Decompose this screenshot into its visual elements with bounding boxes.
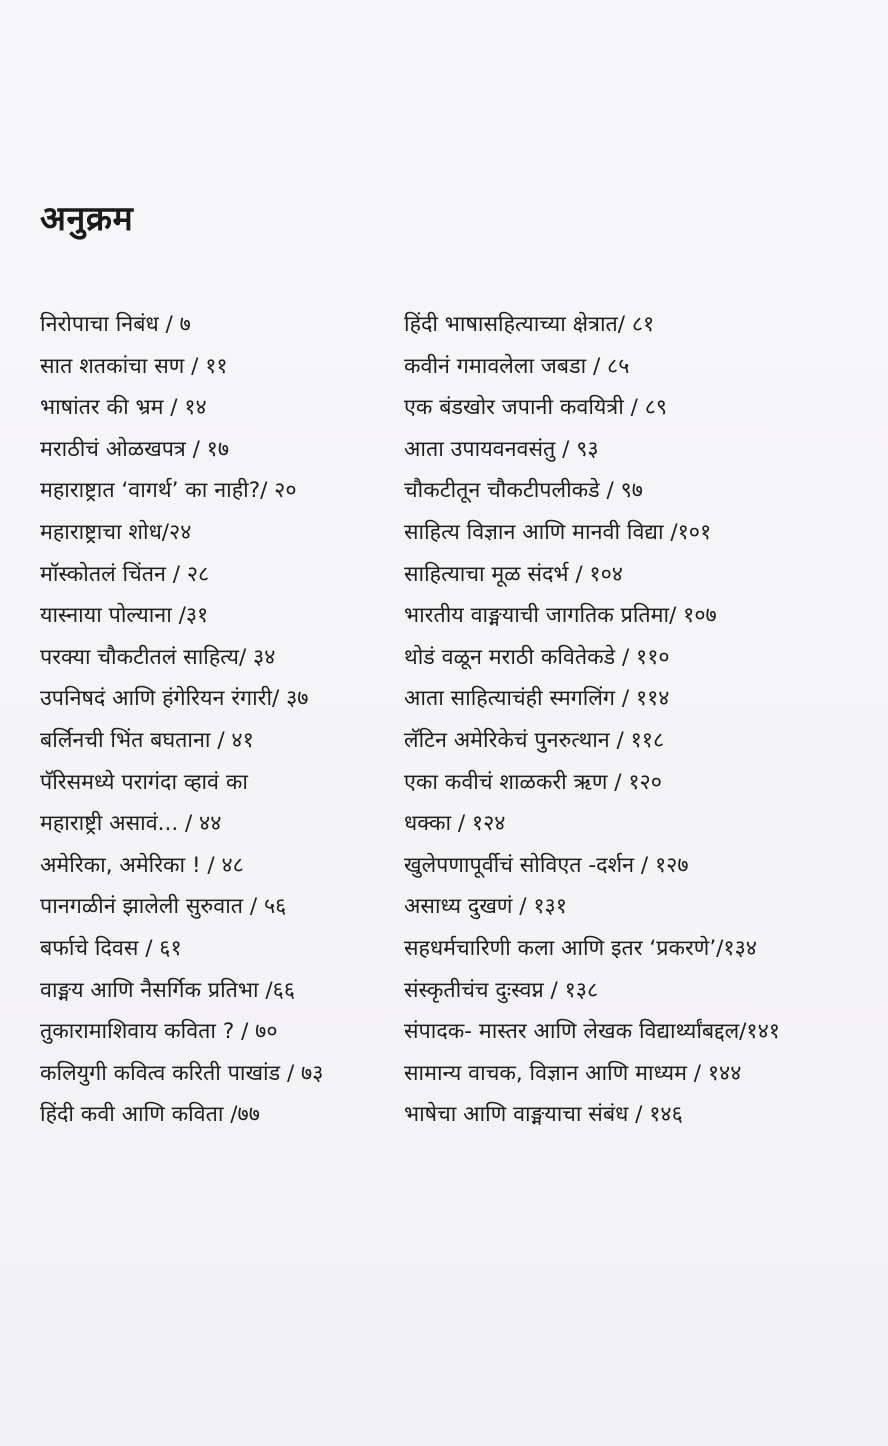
toc-entry: अमेरिका, अमेरिका ! / ४८: [40, 852, 244, 878]
toc-entry: पानगळीनं झालेली सुरुवात / ५६: [40, 894, 287, 920]
toc-entry: भाषेचा आणि वाङ्मयाचा संबंध / १४६: [404, 1102, 683, 1128]
toc-entry: मॉस्कोतलं चिंतन / २८: [40, 561, 210, 587]
toc-entry: वाङ्मय आणि नैसर्गिक प्रतिभा /६६: [40, 977, 296, 1003]
toc-entry: मराठीचं ओळखपत्र / १७: [40, 436, 230, 462]
toc-right-column: [404, 304, 824, 1136]
toc-entry: एका कवीचं शाळकरी ऋण / १२०: [404, 769, 662, 795]
toc-entry: बर्लिनची भिंत बघताना / ४१: [40, 727, 254, 753]
toc-entry: यास्नाया पोल्याना /३१: [40, 603, 209, 629]
toc-entry: कलियुगी कवित्व करिती पाखांड / ७३: [40, 1060, 324, 1086]
toc-entry: साहित्याचा मूळ संदर्भ / १०४: [404, 561, 623, 587]
toc-entry: साहित्य विज्ञान आणि मानवी विद्या /१०१: [404, 519, 712, 545]
toc-entry: चौकटीतून चौकटीपलीकडे / ९७: [404, 478, 643, 504]
toc-entry: संपादक- मास्तर आणि लेखक विद्यार्थ्यांबद्दल/१४१: [404, 1019, 780, 1045]
toc-entry: थोडं वळून मराठी कवितेकडे / ११०: [404, 644, 670, 670]
toc-left-column: [40, 304, 380, 1136]
toc-entry: एक बंडखोर जपानी कवयित्री / ८९: [404, 395, 668, 421]
toc-entry: पॅरिसमध्ये परागंदा व्हावं का: [40, 769, 248, 795]
toc-entry: आता साहित्याचंही स्मगलिंग / ११४: [404, 686, 670, 712]
toc-entry: महाराष्ट्रात ‘वागर्थ’ का नाही?/ २०: [40, 478, 297, 504]
toc-entry: खुलेपणापूर्वीचं सोविएत -दर्शन / १२७: [404, 852, 689, 878]
toc-entry: महाराष्ट्राचा शोध/२४: [40, 519, 192, 545]
toc-entry: आता उपायवनवसंतु / ९३: [404, 436, 599, 462]
toc-entry: भारतीय वाङ्मयाची जागतिक प्रतिमा/ १०७: [404, 603, 717, 629]
toc-entry: सात शतकांचा सण / ११: [40, 353, 228, 379]
toc-entry: तुकारामाशिवाय कविता ? / ७०: [40, 1019, 278, 1045]
toc-entry: बर्फाचे दिवस / ६१: [40, 935, 182, 961]
toc-entry: हिंदी भाषासहित्याच्या क्षेत्रात/ ८१: [404, 312, 655, 337]
toc-entry: कवीनं गमावलेला जबडा / ८५: [404, 353, 630, 379]
toc-entry: भाषांतर की भ्रम / १४: [40, 395, 207, 421]
toc-entry: संस्कृतीचंच दुःस्वप्न / १३८: [404, 977, 599, 1003]
toc-entry: सहधर्मचारिणी कला आणि इतर ‘प्रकरणे’/१३४: [404, 935, 757, 961]
toc-entry: निरोपाचा निबंध / ७: [40, 312, 191, 337]
toc-entry: धक्का / १२४: [404, 811, 506, 837]
toc-entry: महाराष्ट्री असावं... / ४४: [40, 811, 222, 837]
toc-entry: उपनिषदं आणि हंगेरियन रंगारी/ ३७: [40, 686, 309, 712]
toc-entry: लॅटिन अमेरिकेचं पुनरुत्थान / ११८: [404, 727, 665, 753]
page-heading: अनुक्रम: [40, 199, 134, 239]
toc-entry: सामान्य वाचक, विज्ञान आणि माध्यम / १४४: [404, 1060, 742, 1086]
toc-entry: हिंदी कवी आणि कविता /७७: [40, 1102, 260, 1128]
toc-entry: परक्या चौकटीतलं साहित्य/ ३४: [40, 644, 276, 670]
toc-entry: असाध्य दुखणं / १३१: [404, 894, 567, 920]
